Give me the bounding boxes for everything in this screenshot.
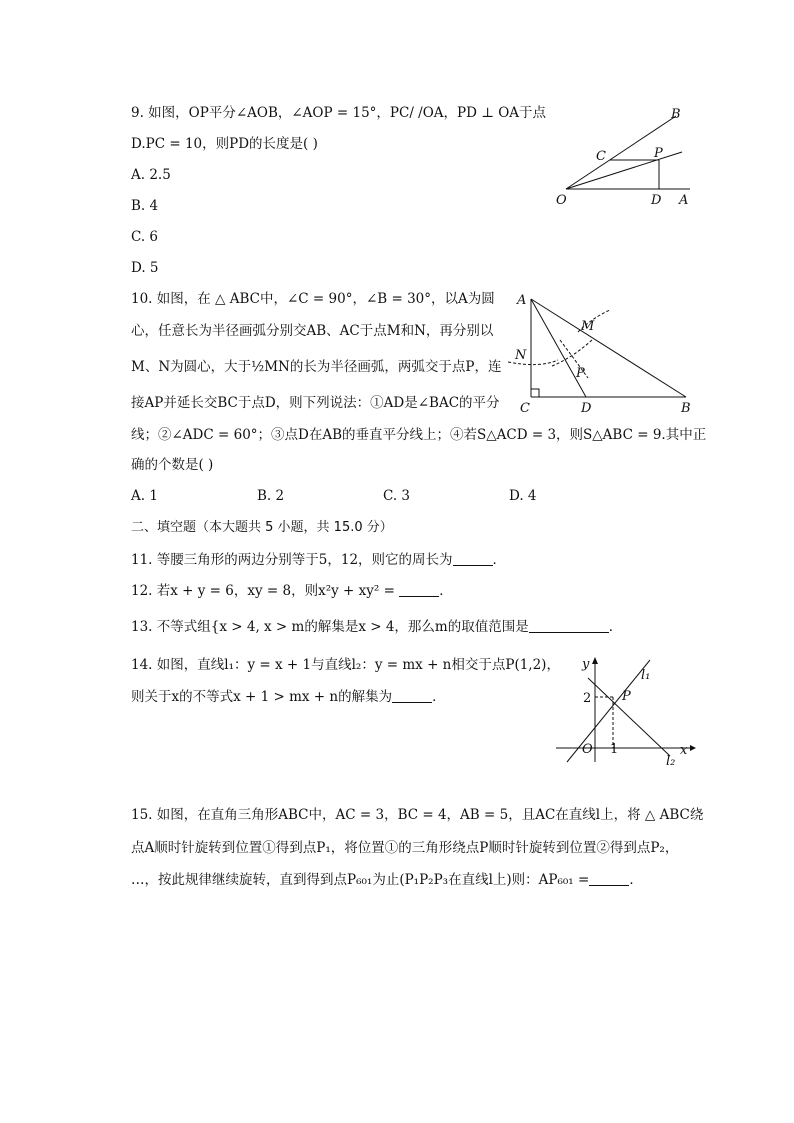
q10-option-c: C. 3	[383, 488, 411, 504]
q15-line-3	[131, 871, 643, 889]
label-p: P	[622, 689, 631, 704]
right-angle-mark	[531, 389, 539, 397]
label-b: B	[681, 401, 691, 416]
q14-figure	[550, 652, 700, 770]
label-n: N	[515, 348, 527, 363]
q9-option-c: C. 6	[131, 229, 159, 245]
q11-answer-blank[interactable]	[453, 551, 493, 566]
q9-option-a: A. 2.5	[131, 167, 171, 183]
side-ab	[531, 299, 686, 397]
q10-option-d: D. 4	[509, 488, 537, 504]
q12-answer-blank[interactable]	[399, 582, 439, 597]
label-o: O	[582, 742, 593, 757]
label-o: O	[556, 193, 567, 208]
label-y: y	[582, 657, 590, 672]
q9-option-b: B. 4	[131, 198, 159, 214]
q10-figure	[500, 288, 710, 420]
q11-text: 11. 等腰三角形的两边分别等于5，12，则它的周长为	[131, 552, 453, 568]
q14-text: 则关于x的不等式x + 1 > mx + n的解集为	[131, 689, 393, 705]
q10-line-4: 接AP并延长交BC于点D，则下列说法：①AD是∠BAC的平分	[131, 395, 500, 411]
q15-line-1: 15. 如图，在直角三角形ABC中，AC = 3，BC = 4，AB = 5，且AC在直线l上，将 △ ABC绕	[131, 807, 704, 823]
label-c: C	[520, 401, 530, 416]
q15-line-2: 点A顺时针旋转到位置①得到点P₁，将位置①的三角形绕点P顺时针旋转到位置②得到点P₂，	[131, 840, 679, 856]
ray-op	[566, 152, 682, 189]
q14-tail: ．	[432, 689, 446, 705]
label-c: C	[596, 149, 606, 164]
label-p: P	[654, 146, 663, 161]
section-header: 二、填空题（本大题共 5 小题，共 15.0 分）	[131, 520, 393, 535]
line-l1	[567, 660, 650, 762]
q13-tail: ．	[608, 619, 623, 635]
label-a: A	[679, 193, 689, 208]
q13-answer-blank[interactable]	[529, 618, 609, 633]
label-two: 2	[583, 691, 592, 706]
q15-text: …，按此规律继续旋转，直到得到点P₆₀₁为止(P₁P₂P₃在直线l上)则：AP₆₀₁ =	[131, 872, 590, 888]
label-p: P	[576, 366, 585, 381]
label-d: D	[651, 193, 662, 208]
q10-option-a: A. 1	[131, 488, 158, 504]
segment-ad	[531, 299, 586, 397]
x-axis-arrow	[690, 745, 696, 751]
q9-line-2: D.PC = 10，则PD的长度是( )	[131, 136, 318, 152]
q12-tail: ．	[439, 583, 453, 599]
q10-line-6: 确的个数是( )	[131, 457, 214, 473]
q14-line-2	[131, 688, 446, 706]
q15-answer-blank[interactable]	[589, 871, 629, 886]
q14-answer-blank[interactable]	[392, 688, 432, 703]
q12-text: 12. 若x + y = 6，xy = 8，则x²y + xy² =	[131, 583, 400, 599]
q9-option-d: D. 5	[131, 260, 159, 276]
q13-text: 13. 不等式组{x > 4, x > m的解集是x > 4，那么m的取值范围是	[131, 619, 529, 635]
q12-line	[131, 582, 453, 600]
q14-line-1: 14. 如图，直线l₁：y = x + 1与直线l₂：y = mx + n相交于点P(1,2)，	[131, 657, 560, 673]
label-b: B	[671, 107, 681, 122]
q10-line-3: M、N为圆心，大于½MN的长为半径画弧，两弧交于点P，连	[131, 359, 502, 375]
q10-line-1: 10. 如图，在 △ ABC中，∠C = 90°，∠B = 30°，以A为圆	[131, 291, 495, 307]
arc-p2	[552, 340, 592, 366]
label-d: D	[581, 401, 592, 416]
q9-line-1: 9. 如图，OP平分∠AOB，∠AOP = 15°，PC/ /OA，PD ⊥ OA于点	[131, 105, 547, 121]
q10-option-b: B. 2	[257, 488, 285, 504]
q9-figure	[548, 100, 708, 210]
label-m: M	[581, 319, 595, 334]
q11-tail: ．	[492, 552, 507, 568]
q11-line	[131, 551, 506, 569]
y-axis-arrow	[592, 657, 598, 664]
label-a: A	[517, 293, 527, 308]
label-l1: l₁	[641, 668, 651, 683]
label-x: x	[680, 743, 688, 758]
q15-tail: ．	[629, 872, 643, 888]
q10-line-2: 心，任意长为半径画弧分别交AB、AC于点M和N，再分别以	[131, 323, 494, 339]
q13-line	[131, 618, 622, 636]
q10-line-5: 线；②∠ADC = 60°；③点D在AB的垂直平分线上；④若S△ACD = 3，则S△ABC = 9.其中正	[131, 427, 707, 443]
label-l2: l₂	[666, 754, 676, 769]
label-one: 1	[610, 742, 619, 757]
